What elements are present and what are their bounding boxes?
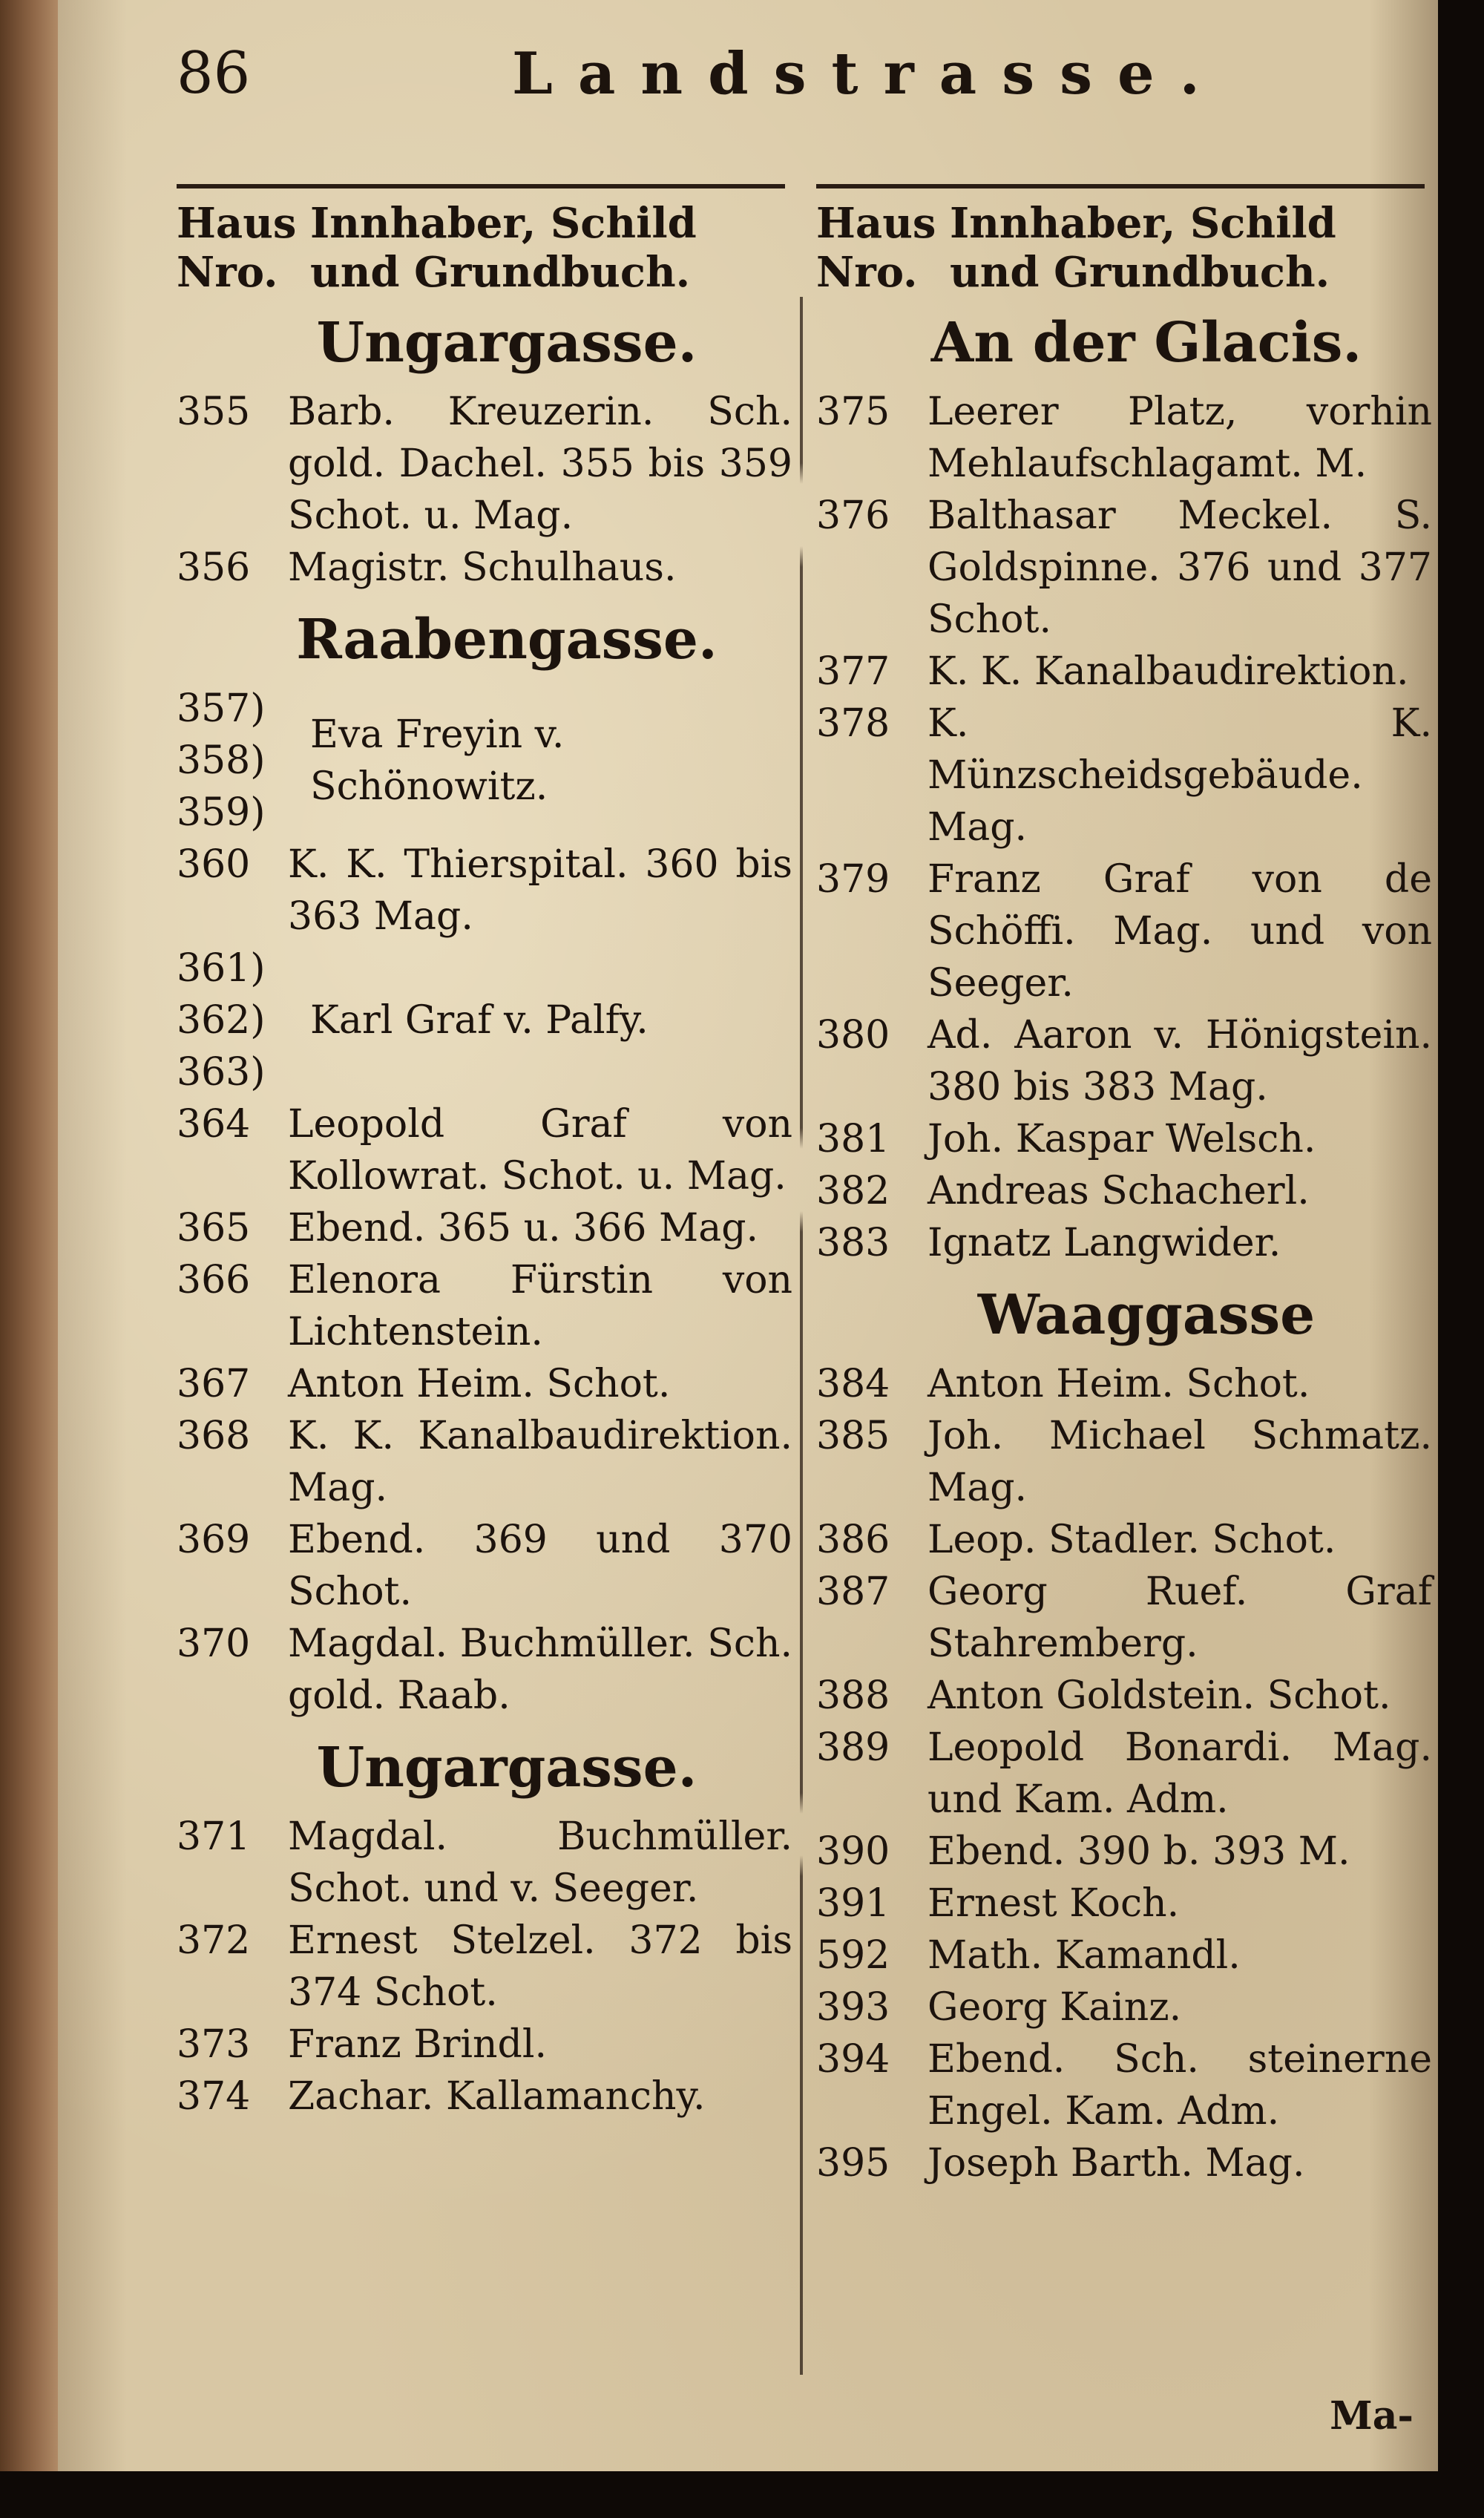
house-entry: [816, 646, 1432, 698]
running-head: Landstrasse.: [512, 40, 1225, 108]
house-entry: [177, 1811, 792, 1915]
house-number: 386: [816, 1518, 890, 1562]
house-entry: [177, 839, 792, 942]
house-number: 358): [177, 738, 266, 783]
house-number: 377: [816, 649, 890, 694]
owner-entry-text: Ebend. 369 und 370 Schot.: [288, 1518, 792, 1614]
house-entry: [177, 1410, 792, 1514]
house-group-entry: [177, 683, 792, 839]
house-entry: [816, 1670, 1432, 1722]
owner-entry-text: Balthasar Meckel. S. Goldspinne. 376 und 377 Schot.: [928, 494, 1432, 642]
owner-entry-text: Karl Graf v. Palfy.: [310, 998, 649, 1043]
house-entry: [816, 1722, 1432, 1826]
house-number: 367: [177, 1362, 251, 1406]
house-number: 380: [816, 1013, 890, 1058]
owner-entry-text: K. K. Kanalbaudirektion. Mag.: [288, 1414, 792, 1510]
house-entry: [816, 853, 1432, 1009]
house-number: 389: [816, 1725, 890, 1770]
owner-entry-text: Eva Freyin v. Schönowitz.: [310, 712, 565, 809]
left-column: [177, 199, 792, 2122]
house-number: 359): [177, 790, 266, 835]
owner-entry-text: Ad. Aaron v. Hönigstein. 380 bis 383 Mag.: [928, 1013, 1432, 1109]
house-entry: [816, 1930, 1432, 1981]
owner-entry-text: Ebend. Sch. steinerne Engel. Kam. Adm.: [928, 2037, 1432, 2134]
owner-entry-text: Leerer Platz, vorhin Mehlaufschlagamt. M.: [928, 390, 1432, 486]
header-grundbuch: und Grundbuch.: [310, 248, 691, 297]
street-heading: Ungargasse.: [316, 311, 697, 375]
house-entry: [816, 1217, 1432, 1269]
owner-entry-text: K. K. Kanalbaudirektion.: [928, 649, 1409, 694]
catchword: Ma-: [1330, 2393, 1414, 2439]
owner-entry-text: Ernest Stelzel. 372 bis 374 Schot.: [288, 1918, 792, 2015]
house-number: 365: [177, 1206, 251, 1250]
owner-entry-text: Ernest Koch.: [928, 1881, 1180, 1926]
owner-entry-text: Leop. Stadler. Schot.: [928, 1518, 1336, 1562]
column-header-left: [177, 199, 792, 297]
house-number: 376: [816, 494, 890, 538]
house-number: 385: [816, 1414, 890, 1458]
house-entry: [816, 1878, 1432, 1930]
right-column: [816, 199, 1432, 2189]
owner-entry-text: Andreas Schacherl.: [928, 1169, 1310, 1213]
house-number: 357): [177, 686, 266, 731]
house-entry: [816, 1009, 1432, 1113]
house-entry: [177, 2019, 792, 2071]
owner-entry-text: Magdal. Buchmüller. Schot. und v. Seeger.: [288, 1814, 792, 1911]
house-number: 394: [816, 2037, 890, 2082]
house-entry: [816, 386, 1432, 490]
house-number: 368: [177, 1414, 251, 1458]
house-number: 363): [177, 1050, 266, 1095]
house-entry: [177, 1098, 792, 1202]
owner-entry-text: Franz Graf von de Schöffi. Mag. und von Seeger.: [928, 857, 1432, 1006]
book-spine: [0, 0, 58, 2518]
house-entry: [816, 2033, 1432, 2137]
house-number: 364: [177, 1102, 251, 1147]
header-nro: Nro.: [816, 248, 918, 297]
owner-entry-text: K. K. Thierspital. 360 bis 363 Mag.: [288, 842, 792, 939]
owner-entry-text: Joseph Barth. Mag.: [928, 2141, 1305, 2186]
owner-entry-text: Zachar. Kallamanchy.: [288, 2074, 706, 2119]
owner-entry-text: Barb. Kreuzerin. Sch. gold. Dachel. 355 bis 359 Schot. u. Mag.: [288, 390, 792, 538]
house-entry: [816, 1826, 1432, 1878]
house-number: 366: [177, 1258, 251, 1302]
house-number: 355: [177, 390, 251, 434]
house-number: 374: [177, 2074, 251, 2119]
house-entry: [816, 1410, 1432, 1514]
house-group-entry: [177, 942, 792, 1098]
house-entry: [177, 2071, 792, 2122]
house-number: 360: [177, 842, 251, 887]
house-number: 382: [816, 1169, 890, 1213]
header-nro: Nro.: [177, 248, 278, 297]
house-number: 391: [816, 1881, 890, 1926]
house-entry: [816, 1514, 1432, 1566]
house-entry: [177, 1915, 792, 2019]
owner-entry-text: Joh. Kaspar Welsch.: [928, 1117, 1316, 1161]
house-number: 378: [816, 701, 890, 746]
house-number: 384: [816, 1362, 890, 1406]
street-heading: An der Glacis.: [930, 311, 1362, 375]
owner-entry-text: Ignatz Langwider.: [928, 1221, 1281, 1265]
owner-entry-text: Anton Goldstein. Schot.: [928, 1673, 1391, 1718]
street-heading: Raabengasse.: [296, 608, 718, 672]
house-number: 395: [816, 2141, 890, 2186]
house-entry: [816, 1566, 1432, 1670]
house-entry: [177, 1618, 792, 1722]
owner-entry-text: Elenora Fürstin von Lichtenstein.: [288, 1258, 792, 1354]
house-entry: [177, 386, 792, 542]
owner-entry-text: Leopold Graf von Kollowrat. Schot. u. Mag.: [288, 1102, 792, 1199]
page-bottom-shadow: [0, 2471, 1484, 2518]
house-number: 361): [177, 946, 266, 991]
owner-entry-text: Leopold Bonardi. Mag. und Kam. Adm.: [928, 1725, 1432, 1822]
house-entry: [816, 698, 1432, 853]
owner-entry-text: Math. Kamandl.: [928, 1933, 1241, 1978]
street-heading: Waaggasse: [977, 1283, 1316, 1347]
header-rule-left: [177, 184, 785, 188]
owner-entry-text: Anton Heim. Schot.: [928, 1362, 1310, 1406]
house-entry: [177, 1254, 792, 1358]
owner-entry-text: Georg Kainz.: [928, 1985, 1182, 2030]
page-edge-shadow: [1438, 0, 1484, 2518]
header-innhaber: Innhaber, Schild: [950, 199, 1336, 248]
owner-entry-text: Magistr. Schulhaus.: [288, 545, 677, 590]
house-number: 393: [816, 1985, 890, 2030]
header-grundbuch: und Grundbuch.: [950, 248, 1330, 297]
house-entry: [177, 1202, 792, 1254]
owner-entry-text: Magdal. Buchmüller. Sch. gold. Raab.: [288, 1622, 792, 1718]
owner-entry-text: K. K. Münzscheidsgebäude. Mag.: [928, 701, 1432, 850]
house-entry: [816, 490, 1432, 646]
house-number: 592: [816, 1933, 890, 1978]
house-entry: [816, 2137, 1432, 2189]
house-number: 370: [177, 1622, 251, 1666]
column-header-right: [816, 199, 1432, 297]
house-number: 381: [816, 1117, 890, 1161]
house-number: 387: [816, 1570, 890, 1614]
house-number: 356: [177, 545, 251, 590]
column-divider: [800, 297, 803, 2375]
house-entry: [816, 1358, 1432, 1410]
page-number: 86: [177, 40, 251, 107]
house-number: 375: [816, 390, 890, 434]
house-entry: [177, 542, 792, 594]
header-haus: Haus: [816, 199, 936, 248]
owner-entry-text: Anton Heim. Schot.: [288, 1362, 671, 1406]
street-heading: Ungargasse.: [316, 1736, 697, 1800]
house-number: 372: [177, 1918, 251, 1963]
house-entry: [816, 1165, 1432, 1217]
house-entry: [177, 1358, 792, 1410]
house-entry: [177, 1514, 792, 1618]
owner-entry-text: Franz Brindl.: [288, 2022, 547, 2067]
house-number: 379: [816, 857, 890, 902]
house-number: 388: [816, 1673, 890, 1718]
house-entry: [816, 1981, 1432, 2033]
house-number: 383: [816, 1221, 890, 1265]
owner-entry-text: Joh. Michael Schmatz. Mag.: [928, 1414, 1432, 1510]
header-haus: Haus: [177, 199, 297, 248]
house-number: 373: [177, 2022, 251, 2067]
page-header: [0, 30, 1484, 111]
house-number: 371: [177, 1814, 251, 1859]
owner-entry-text: Ebend. 365 u. 366 Mag.: [288, 1206, 759, 1250]
house-number: 390: [816, 1829, 890, 1874]
header-rule-right: [816, 184, 1425, 188]
house-number: 362): [177, 998, 266, 1043]
house-number: 369: [177, 1518, 251, 1562]
owner-entry-text: Georg Ruef. Graf Stahremberg.: [928, 1570, 1432, 1666]
owner-entry-text: Ebend. 390 b. 393 M.: [928, 1829, 1350, 1874]
header-innhaber: Innhaber, Schild: [310, 199, 697, 248]
house-entry: [816, 1113, 1432, 1165]
